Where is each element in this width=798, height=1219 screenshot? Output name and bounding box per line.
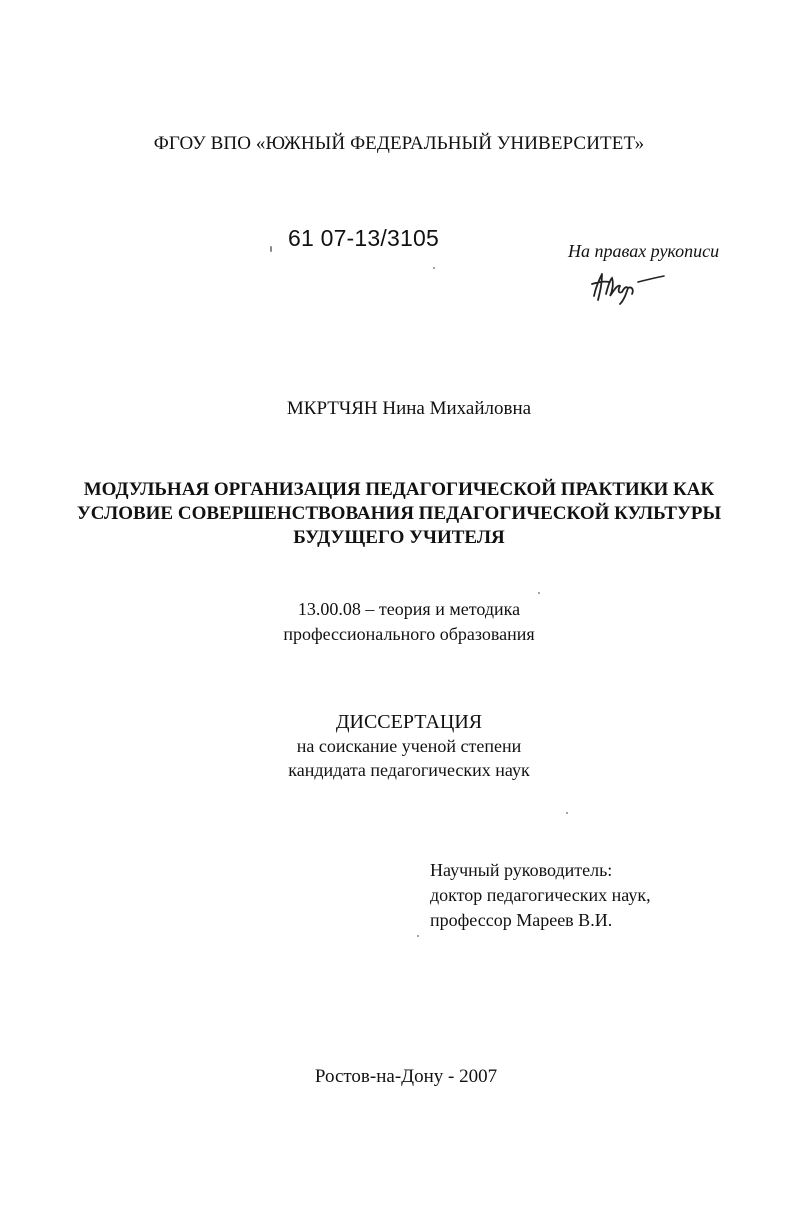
specialty-name: профессионального образования bbox=[283, 624, 535, 644]
dissertation-title bbox=[0, 478, 798, 550]
specialty-code: 13.00.08 – теория и методика bbox=[297, 599, 521, 619]
institution-name: ФГОУ ВПО «ЮЖНЫЙ ФЕДЕРАЛЬНЫЙ УНИВЕРСИТЕТ» bbox=[153, 133, 645, 154]
city-year: Ростов-на-Дону - 2007 bbox=[314, 1066, 498, 1087]
scan-speck bbox=[417, 935, 419, 937]
specialty-block bbox=[10, 597, 798, 647]
dissertation-block bbox=[10, 710, 798, 782]
supervisor-label: Научный руководитель: bbox=[430, 860, 613, 880]
supervisor-block bbox=[430, 858, 651, 933]
scan-speck bbox=[433, 267, 435, 269]
title-line-1: МОДУЛЬНАЯ ОРГАНИЗАЦИЯ ПЕДАГОГИЧЕСКОЙ ПРАКТИКИ КАК bbox=[83, 479, 715, 500]
scan-speck bbox=[270, 246, 272, 252]
scan-speck bbox=[566, 812, 568, 814]
author-name: МКРТЧЯН Нина Михайловна bbox=[286, 398, 532, 419]
degree-purpose: на соискание ученой степени bbox=[296, 736, 522, 756]
signature-icon bbox=[588, 266, 668, 306]
supervisor-name: профессор Мареев В.И. bbox=[430, 910, 613, 930]
manuscript-rights-note: На правах рукописи bbox=[568, 241, 720, 261]
scan-speck bbox=[538, 592, 540, 594]
registration-number: 61 07-13/3105 bbox=[288, 225, 439, 251]
title-line-3: БУДУЩЕГО УЧИТЕЛЯ bbox=[293, 527, 505, 548]
degree-name: кандидата педагогических наук bbox=[288, 760, 530, 780]
supervisor-degree: доктор педагогических наук, bbox=[430, 885, 651, 905]
title-line-2: УСЛОВИЕ СОВЕРШЕНСТВОВАНИЯ ПЕДАГОГИЧЕСКОЙ КУЛЬТУРЫ bbox=[76, 503, 722, 524]
dissertation-heading: ДИССЕРТАЦИЯ bbox=[335, 711, 483, 733]
